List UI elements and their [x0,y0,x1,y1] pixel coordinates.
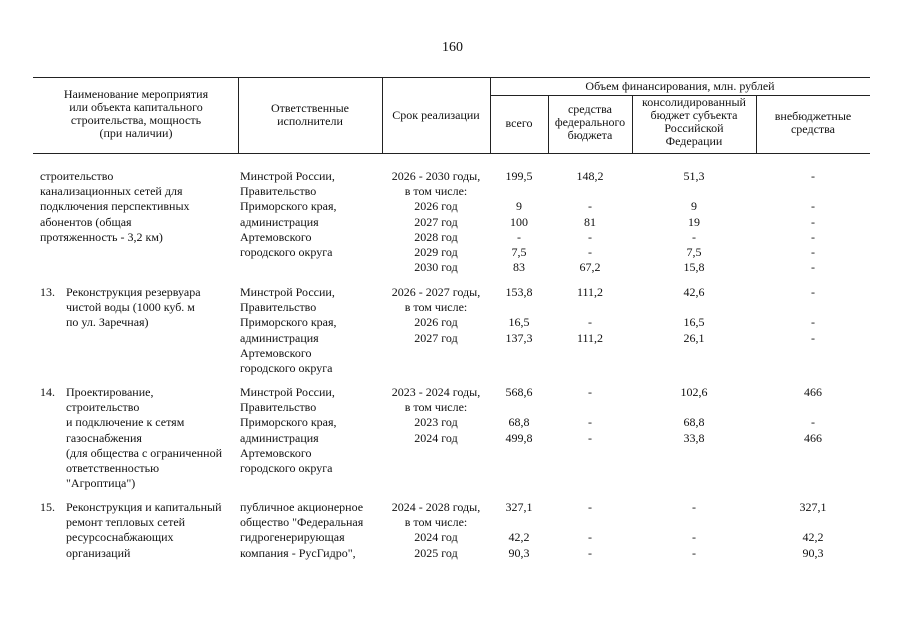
row-extra: 466 - 466 [804,385,822,445]
col-divider-name [238,77,239,153]
row-name: Реконструкция резервуара чистой воды (1000 куб. м по ул. Заречная) [66,285,201,330]
row-regional: - - - [692,500,696,560]
header-total: всего [505,116,533,130]
row-total: 327,1 42,2 90,3 [505,500,533,560]
row-period: 2024 - 2028 годы, в том числе: 2024 год 2025 год [391,500,481,560]
header-responsible: Ответственные исполнители [271,101,349,128]
row-extra: 327,1 42,2 90,3 [799,500,827,560]
row-regional: 42,6 16,5 26,1 [683,285,705,345]
row-name: строительство канализационных сетей для подключения перспективных абонентов (общая протяженность - 3,2 км) [40,169,190,244]
row-name: Реконструкция и капитальный ремонт тепловых сетей ресурсоснабжающих организаций [66,500,222,560]
row-federal: 148,2 - 81 - - 67,2 [576,169,604,275]
row-federal: - - - [588,385,592,445]
row-period: 2026 - 2030 годы, в том числе: 2026 год 2027 год 2028 год 2029 год 2030 год [391,169,481,275]
row-name: Проектирование, строительство и подключение к сетям газоснабжения (для общества с ограниченной ответственностью "Агроптица") [66,385,223,491]
header-name: Наименование мероприятия или объекта капитального строительства, мощность (при наличии) [63,87,209,140]
row-responsible: Минстрой России, Правительство Приморского края, администрация Артемовского городского округа [240,285,337,376]
row-total: 153,8 16,5 137,3 [505,285,533,345]
header-period: Срок реализации [392,108,480,122]
row-number: 14. [40,385,55,399]
row-responsible: Минстрой России, Правительство Приморского края, администрация Артемовского городского округа [240,169,337,260]
row-federal: 111,2 - 111,2 [576,285,604,345]
row-period: 2023 - 2024 годы, в том числе: 2023 год 2024 год [391,385,481,445]
header-regional: консолидированный бюджет субъекта Российской Федерации [642,95,746,148]
row-regional: 51,3 9 19 - 7,5 15,8 [683,169,705,275]
row-total: 199,5 9 100 - 7,5 83 [505,169,533,275]
row-extra: - - - - - - [811,169,815,275]
page-number: 160 [442,40,463,55]
header-funding: Объем финансирования, млн. рублей [585,79,775,93]
row-responsible: Минстрой России, Правительство Приморского края, администрация Артемовского городского округа [240,385,337,476]
table-header-bottom-border [33,153,870,154]
row-federal: - - - [588,500,592,560]
row-number: 13. [40,285,55,299]
header-federal: средства федерального бюджета [554,102,626,142]
row-total: 568,6 68,8 499,8 [505,385,533,445]
table-top-border [33,77,870,78]
row-extra: - - - [811,285,815,345]
row-period: 2026 - 2027 годы, в том числе: 2026 год 2027 год [391,285,481,345]
header-extra: внебюджетные средства [774,109,852,136]
row-regional: 102,6 68,8 33,8 [680,385,708,445]
row-number: 15. [40,500,55,514]
row-responsible: публичное акционерное общество "Федеральная гидрогенерирующая компания - РусГидро", [240,500,364,560]
